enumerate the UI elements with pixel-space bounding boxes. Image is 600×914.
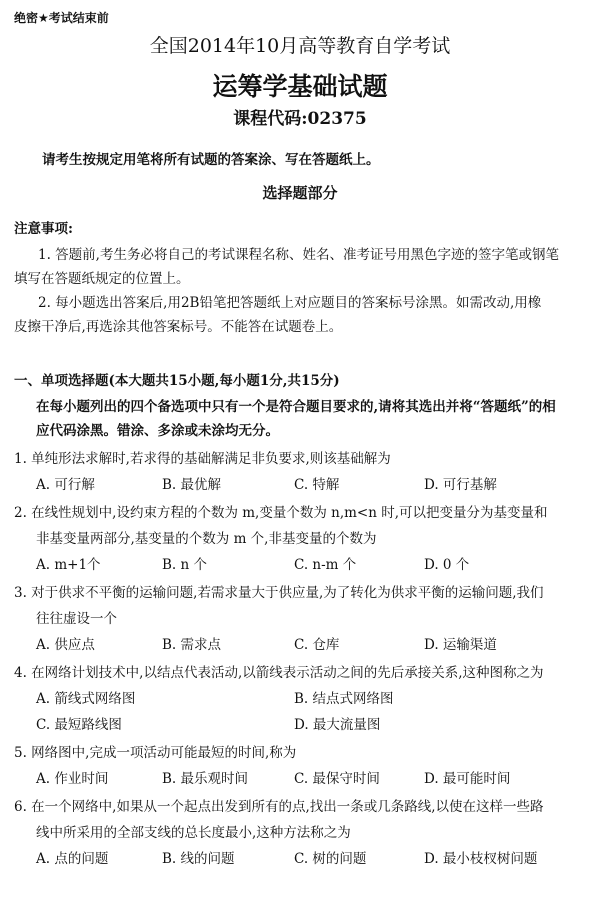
secret-label: 绝密★考试结束前: [14, 11, 109, 25]
question-5-option-c: C. 最保守时间: [294, 771, 380, 787]
question-2-stem-line-2: 非基变量两部分,基变量的个数为 m 个,非基变量的个数为: [36, 531, 377, 547]
question-3-stem-line-1: 3. 对于供求不平衡的运输问题,若需求量大于供应量,为了转化为供求平衡的运输问题,我们: [14, 585, 544, 601]
question-3-option-c: C. 仓库: [294, 637, 340, 653]
instruction-2-line-1: 2. 每小题选出答案后,用2B铅笔把答题纸上对应题目的答案标号涂黑。如需改动,用橡: [38, 295, 542, 311]
question-4-option-a: A. 箭线式网络图: [36, 691, 136, 707]
question-2-option-b: B. n 个: [162, 557, 207, 573]
question-2-stem-line-1: 2. 在线性规划中,设约束方程的个数为 m,变量个数为 n,m<n 时,可以把变量分为基变量和: [14, 505, 548, 521]
course-code: 课程代码:02375: [233, 109, 367, 129]
instruction-2-line-2: 皮擦干净后,再选涂其他答案标号。不能答在试题卷上。: [14, 319, 343, 335]
answer-notice: 请考生按规定用笔将所有试题的答案涂、写在答题纸上。: [42, 152, 380, 168]
instructions-heading: 注意事项:: [14, 221, 73, 237]
question-4-stem: 4. 在网络计划技术中,以结点代表活动,以箭线表示活动之间的先后承接关系,这种图称之为: [14, 665, 544, 681]
instruction-1-line-1: 1. 答题前,考生务必将自己的考试课程名称、姓名、准考证号用黑色字迹的签字笔或钢笔: [38, 247, 559, 263]
question-5-option-b: B. 最乐观时间: [162, 771, 249, 787]
question-6-option-a: A. 点的问题: [36, 851, 109, 867]
part1-heading: 一、单项选择题(本大题共15小题,每小题1分,共15分): [14, 373, 340, 389]
question-3-option-b: B. 需求点: [162, 637, 222, 653]
question-4-option-d: D. 最大流量图: [294, 717, 381, 733]
question-6-stem-line-2: 线中所采用的全部支线的总长度最小,这种方法称之为: [36, 825, 351, 841]
question-6-stem-line-1: 6. 在一个网络中,如果从一个起点出发到所有的点,找出一条或几条路线,以使在这样一些路: [14, 799, 544, 815]
question-6-option-b: B. 线的问题: [162, 851, 235, 867]
exam-title: 全国2014年10月高等教育自学考试: [149, 35, 451, 57]
question-3-option-d: D. 运输渠道: [424, 637, 497, 653]
question-1-stem: 1. 单纯形法求解时,若求得的基础解满足非负要求,则该基础解为: [14, 451, 391, 467]
question-4-option-c: C. 最短路线图: [36, 717, 122, 733]
question-2-option-a: A. m+1个: [36, 557, 101, 573]
part1-desc-line-1: 在每小题列出的四个备选项中只有一个是符合题目要求的,请将其选出并将“答题纸”的相: [36, 399, 556, 415]
question-5-option-a: A. 作业时间: [36, 771, 109, 787]
question-1-option-a: A. 可行解: [36, 477, 95, 493]
question-1-option-c: C. 特解: [294, 477, 340, 493]
question-6-option-c: C. 树的问题: [294, 851, 367, 867]
section-title: 选择题部分: [262, 184, 338, 202]
instruction-1-line-2: 填写在答题纸规定的位置上。: [14, 271, 190, 287]
question-3-stem-line-2: 往往虚设一个: [36, 611, 117, 627]
question-3-option-a: A. 供应点: [36, 637, 95, 653]
question-6-option-d: D. 最小枝杈树问题: [424, 851, 538, 867]
subject-title: 运筹学基础试题: [212, 72, 388, 101]
question-1-option-b: B. 最优解: [162, 477, 222, 493]
question-5-option-d: D. 最可能时间: [424, 771, 511, 787]
question-1-option-d: D. 可行基解: [424, 477, 497, 493]
question-5-stem: 5. 网络图中,完成一项活动可能最短的时间,称为: [14, 745, 297, 761]
part1-desc-line-2: 应代码涂黑。错涂、多涂或未涂均无分。: [36, 423, 279, 439]
question-2-option-c: C. n-m 个: [294, 557, 357, 573]
question-2-option-d: D. 0 个: [424, 557, 470, 573]
question-4-option-b: B. 结点式网络图: [294, 691, 394, 707]
